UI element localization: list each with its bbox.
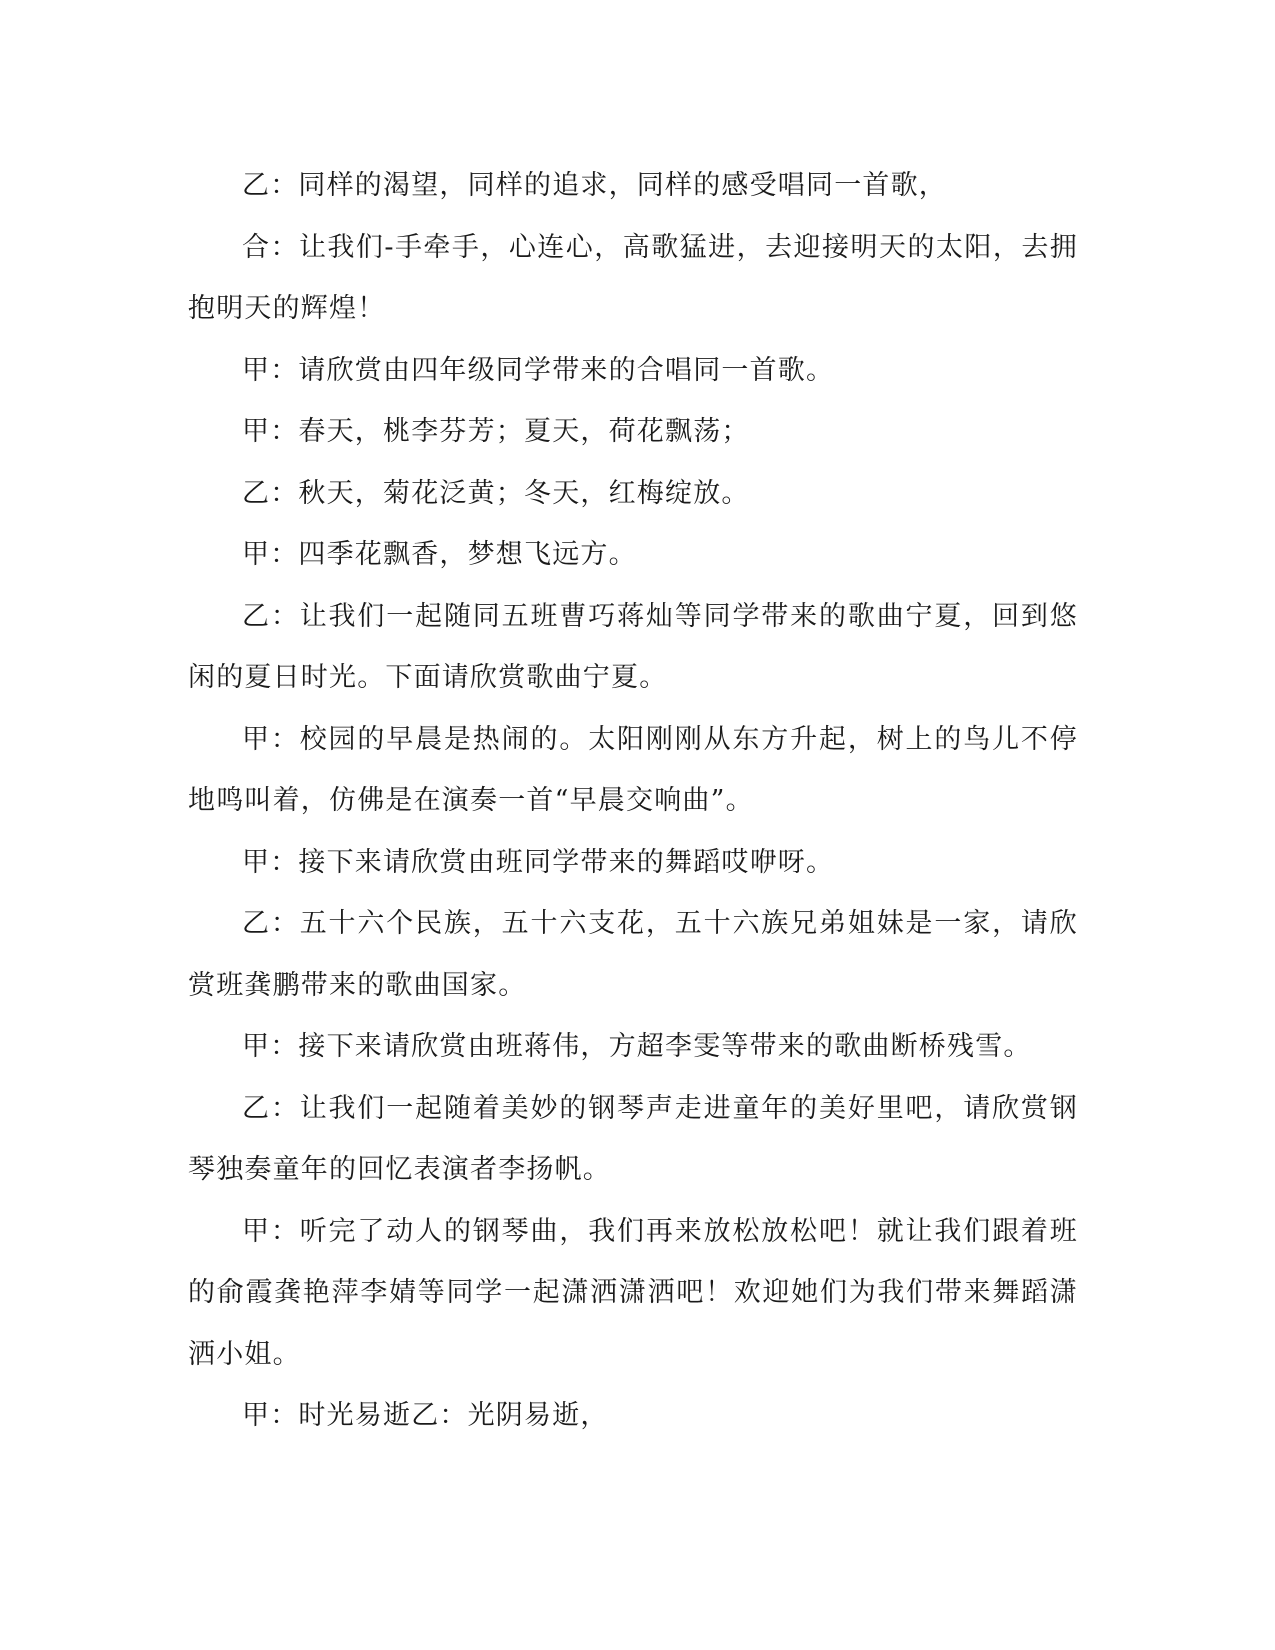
paragraph: 合：让我们-手牵手，心连心，高歌猛进，去迎接明天的太阳，去拥抱明天的辉煌！ xyxy=(188,231,1078,324)
paragraph: 甲：接下来请欣赏由班蒋伟，方超李雯等带来的歌曲断桥残雪。 xyxy=(242,1031,1032,1062)
paragraph: 乙：秋天，菊花泛黄；冬天，红梅绽放。 xyxy=(242,477,750,509)
paragraph: 甲：接下来请欣赏由班同学带来的舞蹈哎咿呀。 xyxy=(242,846,835,878)
paragraph: 甲：听完了动人的钢琴曲，我们再来放松放松吧！就让我们跟着班的俞霞龚艳萍李婧等同学一起潇洒潇洒吧！欢迎她们为我们带来舞蹈潇洒小姐。 xyxy=(188,1215,1078,1370)
paragraph: 甲：时光易逝乙：光阴易逝， xyxy=(242,1400,609,1431)
document-body xyxy=(188,155,1078,1447)
paragraph: 甲：请欣赏由四年级同学带来的合唱同一首歌。 xyxy=(242,354,835,386)
paragraph: 乙：五十六个民族，五十六支花，五十六族兄弟姐妹是一家，请欣赏班龚鹏带来的歌曲国家。 xyxy=(188,908,1078,1001)
paragraph: 乙：让我们一起随着美妙的钢琴声走进童年的美好里吧，请欣赏钢琴独奏童年的回忆表演者李扬帆。 xyxy=(188,1092,1078,1185)
paragraph: 甲：春天，桃李芬芳；夏天，荷花飘荡； xyxy=(242,416,750,447)
paragraph: 乙：让我们一起随同五班曹巧蒋灿等同学带来的歌曲宁夏，回到悠闲的夏日时光。下面请欣赏歌曲宁夏。 xyxy=(188,600,1078,693)
paragraph: 甲：四季花飘香，梦想飞远方。 xyxy=(242,539,637,570)
paragraph: 甲：校园的早晨是热闹的。太阳刚刚从东方升起，树上的鸟儿不停地鸣叫着，仿佛是在演奏一首“早晨交响曲”。 xyxy=(188,723,1078,816)
paragraph: 乙：同样的渴望，同样的追求，同样的感受唱同一首歌， xyxy=(242,170,947,201)
